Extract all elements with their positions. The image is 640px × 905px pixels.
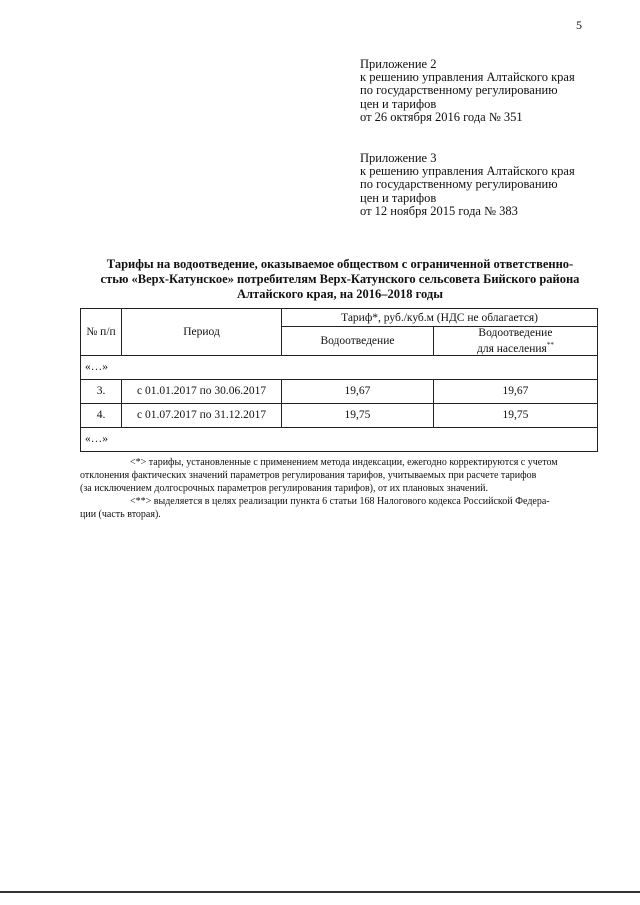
appendix-3-line: по государственному регулированию: [360, 177, 558, 192]
appendix-3-block: [360, 152, 620, 218]
cell-wastewater-population: 19,75: [433, 403, 597, 427]
cell-period: с 01.07.2017 по 31.12.2017: [122, 403, 282, 427]
appendix-2-line: по государственному регулированию: [360, 83, 558, 98]
header-tariff-group: Тариф*, руб./куб.м (НДС не облагается): [282, 309, 598, 327]
cell-number: 3.: [81, 379, 122, 403]
table-row: [81, 403, 598, 427]
header-number: № п/п: [81, 309, 122, 356]
scan-edge-line: [0, 891, 640, 893]
title-line: Тарифы на водоотведение, оказываемое обществом с ограниченной ответственно-: [106, 257, 574, 271]
page-number: 5: [576, 18, 582, 32]
header-b-line2-text: для населения: [477, 342, 547, 355]
appendix-2-line: к решению управления Алтайского края: [360, 70, 575, 85]
footnote-2-line: ции (часть вторая).: [80, 509, 161, 520]
table-row-ellipsis: [81, 355, 598, 379]
header-wastewater: Водоотведение: [282, 327, 434, 356]
cell-wastewater: 19,75: [282, 403, 434, 427]
ellipsis-cell: «…»: [81, 427, 598, 451]
footnotes: [80, 456, 598, 521]
cell-wastewater-population: 19,67: [433, 379, 597, 403]
cell-period: с 01.01.2017 по 30.06.2017: [122, 379, 282, 403]
table-header-row: [81, 309, 598, 327]
appendix-2-block: [360, 58, 620, 124]
footnote-1-line: (за исключением долгосрочных параметров регулирования тарифов), от их плановых значений.: [80, 483, 489, 494]
title-line: Алтайского края, на 2016–2018 годы: [236, 287, 444, 301]
footnote-1-line: отклонения фактических значений параметров регулирования тарифов, учитываемых при расчете тарифов: [80, 470, 537, 481]
appendix-2-line: цен и тарифов: [360, 96, 437, 111]
ellipsis-cell: «…»: [81, 355, 598, 379]
header-b-line1: Водоотведение: [478, 327, 553, 339]
appendix-3-line: к решению управления Алтайского края: [360, 164, 575, 179]
cell-number: 4.: [81, 403, 122, 427]
header-period: Период: [122, 309, 282, 356]
table-row-ellipsis: [81, 427, 598, 451]
appendix-3-line: цен и тарифов: [360, 190, 437, 205]
header-wastewater-population: [433, 327, 597, 356]
title-line: стью «Верх-Катунское» потребителям Верх-Катунского сельсовета Бийского района: [100, 272, 580, 286]
document-title: [80, 257, 600, 302]
appendix-3-date: от 12 ноября 2015 года № 383: [360, 203, 518, 218]
appendix-2-date: от 26 октября 2016 года № 351: [360, 109, 523, 124]
tariff-table: [80, 308, 598, 452]
cell-wastewater: 19,67: [282, 379, 434, 403]
header-b-line2: [438, 339, 593, 355]
appendix-2-heading: Приложение 2: [360, 57, 437, 71]
table-row: [81, 379, 598, 403]
footnote-2-line: <**> выделяется в целях реализации пункта 6 статьи 168 Налогового кодекса Российской Федера-: [130, 496, 550, 507]
header-b-footnote-mark: **: [546, 341, 554, 349]
footnote-1-line: <*> тарифы, установленные с применением метода индексации, ежегодно корректируются с учетом: [130, 457, 558, 468]
appendix-3-heading: Приложение 3: [360, 151, 437, 165]
